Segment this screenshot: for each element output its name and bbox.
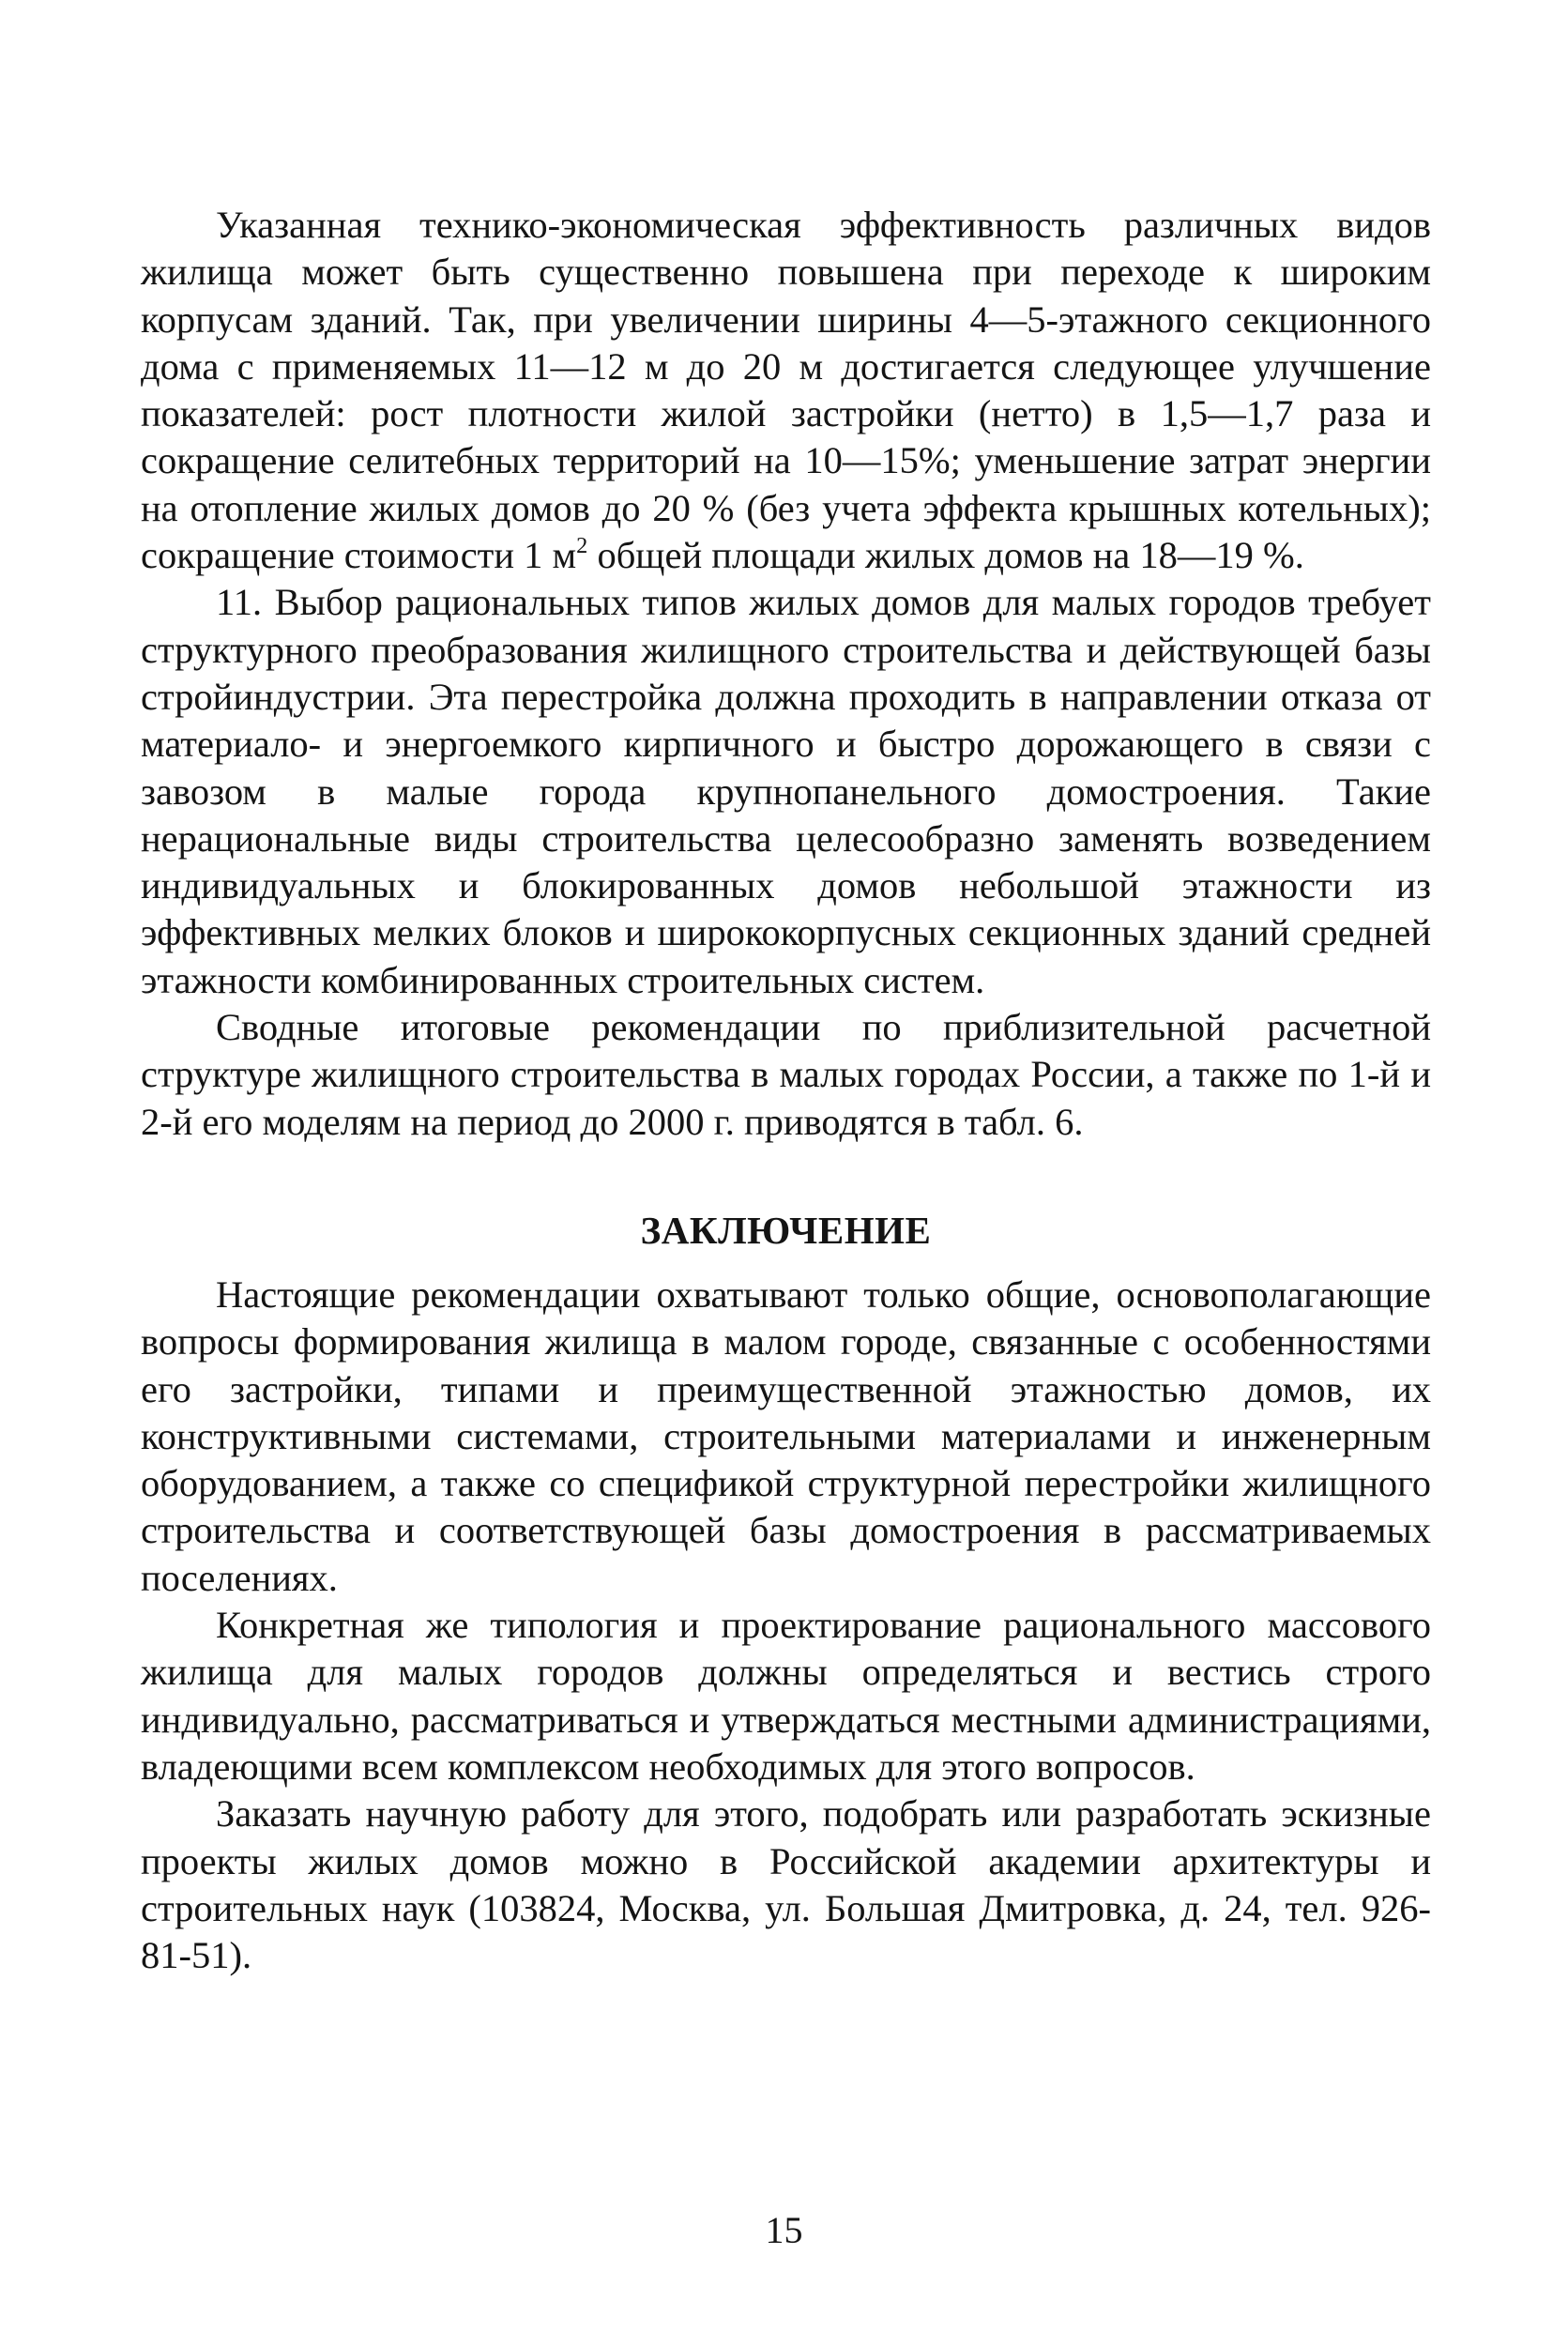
paragraph-summary-recommendations: Сводные итоговые рекомендации по приблизительной расчетной структуре жилищного строительства в малых городах России, а также по 1-й и 2-й его моделям на период до 2000 г. приводятся в табл. 6. xyxy=(141,1006,1431,1143)
page-number: 15 xyxy=(765,2209,803,2251)
paragraph-conclusion-3: Заказать научную работу для этого, подобрать или разработать эскизные проекты жилых домов можно в Российской академии архитектуры и строительных наук (103824, Москва, ул. Большая Дмитровка, д. 24, тел. 926-81-51). xyxy=(141,1792,1431,1977)
superscript-2: 2 xyxy=(576,533,588,559)
paragraph-conclusion-1: Настоящие рекомендации охватывают только общие, основополагающие вопросы формирования жилища в малом городе, связанные с особенностями его застройки, типами и преимущественной этажностью домов, их конструктивными системами, строительными материалами и инженерным оборудованием, а также со спецификой структурной перестройки жилищного строительства и соответствующей базы домостроения в рассматриваемых поселениях. xyxy=(141,1272,1431,1599)
section-heading-conclusion: ЗАКЛЮЧЕНИЕ xyxy=(640,1208,932,1252)
paragraph-efficiency-text: Указанная технико-экономическая эффективность различных видов жилища может быть существенно повышена при переходе к широким корпусам зданий. Так, при увеличении ширины 4—5-этажного секционного дома с применяемых 11—12 м до 20 м достигается следующее улучшение показателей: рост плотности жилой застройки (нетто) в 1,5—1,7 раза и сокращение селитебных территорий на 10—15%; уменьшение затрат энергии на отопление жилых домов до 20 % (без учета эффекта крышных котельных); сокращение стоимости 1 м xyxy=(141,204,1431,577)
paragraph-conclusion-2: Конкретная же типология и проектирование рационального массового жилища для малых городов должны определяться и вестись строго индивидуально, рассматриваться и утверждаться местными администрациями, владеющими всем комплексом необходимых для этого вопросов. xyxy=(141,1604,1431,1788)
paragraph-item-11: 11. Выбор рациональных типов жилых домов для малых городов требует структурного преобразования жилищного строительства и действующей базы стройиндустрии. Эта перестройка должна проходить в направлении отказа от материало- и энергоемкого кирпичного и быстро дорожающего в связи с завозом в малые города крупнопанельного домостроения. Такие нерациональные виды строительства целесообразно заменять возведением индивидуальных и блокированных домов небольшой этажности из эффективных мелких блоков и ширококорпусных секционных зданий средней этажности комбинированных строительных систем. xyxy=(141,581,1431,1001)
paragraph-efficiency-tail: общей площади жилых домов на 18—19 %. xyxy=(587,534,1304,577)
document-body xyxy=(141,202,1431,1979)
paragraph-efficiency xyxy=(141,202,1431,579)
